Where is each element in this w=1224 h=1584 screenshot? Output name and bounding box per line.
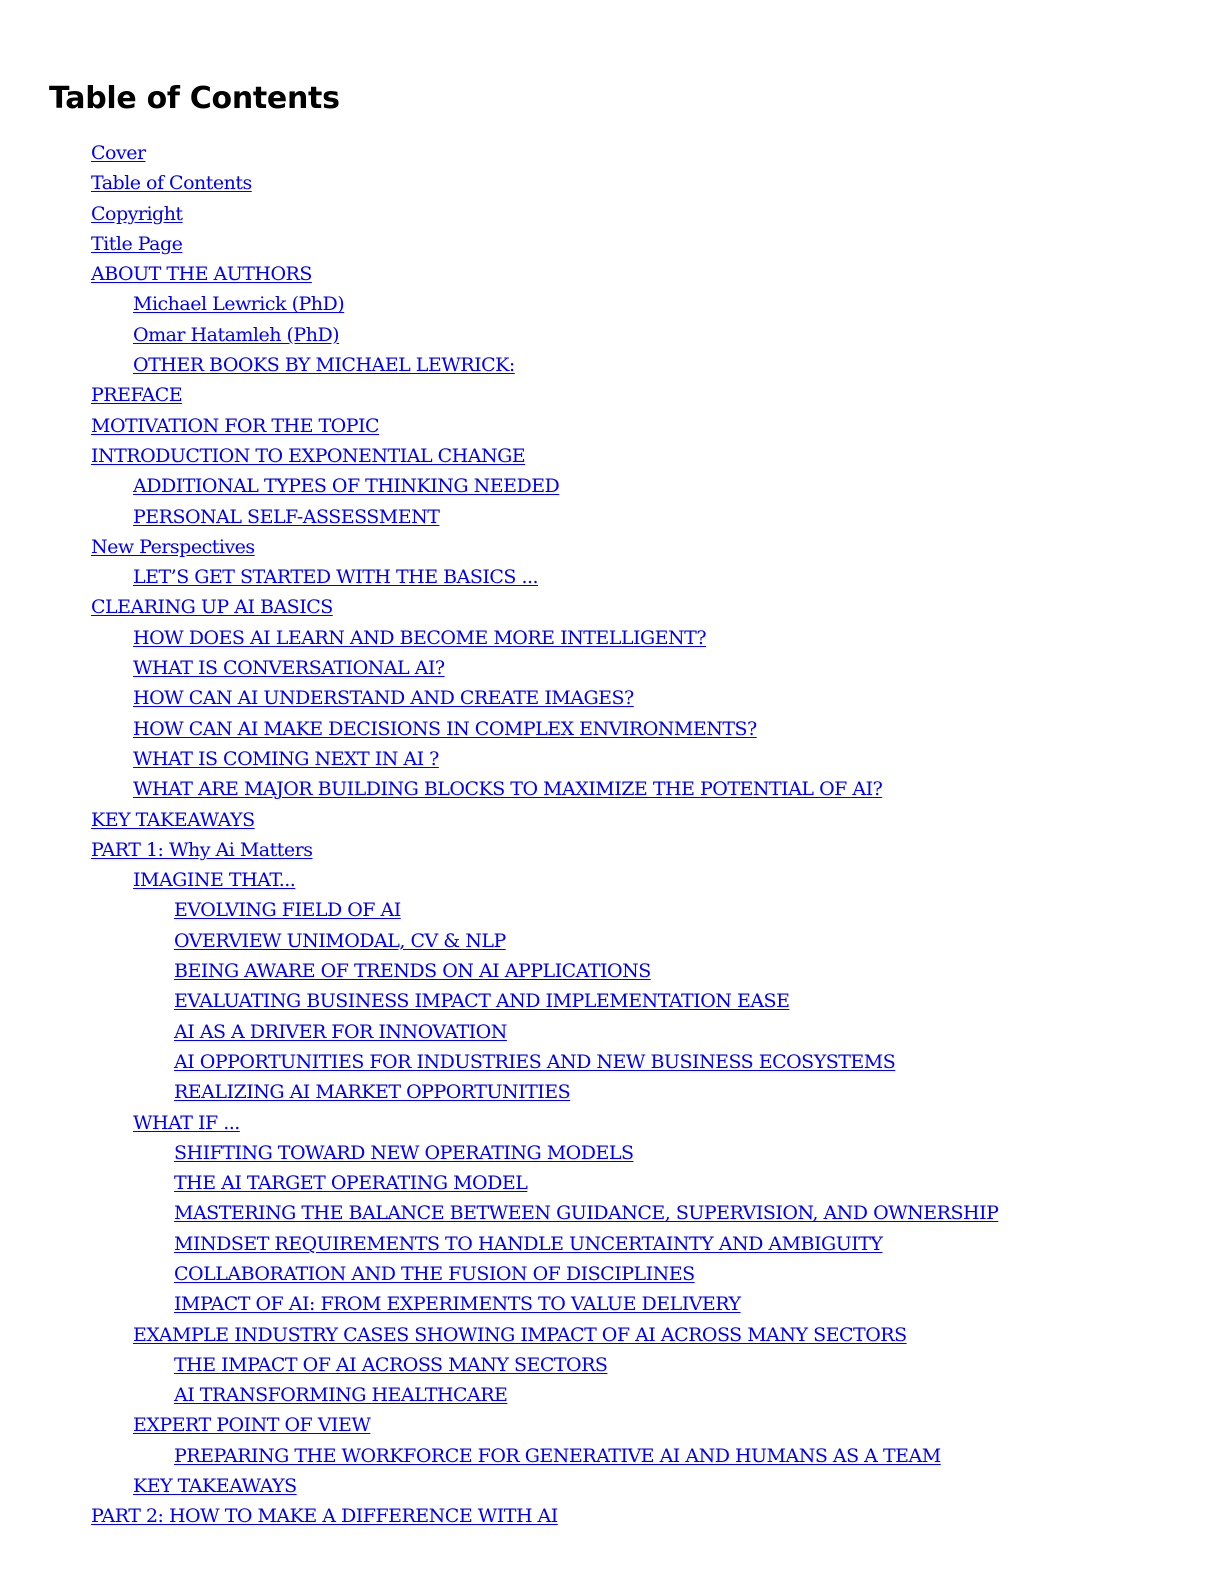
toc-link[interactable]: MASTERING THE BALANCE BETWEEN GUIDANCE, SUPERVISION, AND OWNERSHIP [174,1202,999,1225]
toc-link[interactable]: AI AS A DRIVER FOR INNOVATION [174,1020,507,1043]
toc-link[interactable]: THE IMPACT OF AI ACROSS MANY SECTORS [174,1353,608,1376]
toc-link[interactable]: Cover [91,142,146,164]
toc-link[interactable]: IMAGINE THAT... [133,869,296,892]
toc-link[interactable]: Title Page [91,232,183,255]
toc-entry [0,1017,1224,1047]
toc-entry [0,714,1224,744]
toc-link[interactable]: AI TRANSFORMING HEALTHCARE [174,1384,508,1407]
toc-entry [0,1441,1224,1471]
toc-link[interactable]: IMPACT OF AI: FROM EXPERIMENTS TO VALUE DELIVERY [174,1293,741,1316]
toc-entry [0,592,1224,622]
toc-link[interactable]: INTRODUCTION TO EXPONENTIAL CHANGE [91,444,526,467]
toc-entry [0,411,1224,441]
toc-link[interactable]: Table of Contents [91,172,252,195]
toc-link[interactable]: LET’S GET STARTED WITH THE BASICS ... [133,566,539,589]
toc-link[interactable]: WHAT IF ... [133,1111,240,1134]
toc-entry [0,1501,1224,1531]
toc-entry [0,895,1224,925]
toc-link[interactable]: BEING AWARE OF TRENDS ON AI APPLICATIONS [174,960,651,983]
toc-entry [0,1047,1224,1077]
toc-entry [0,350,1224,380]
toc-link[interactable]: ABOUT THE AUTHORS [91,263,312,286]
toc-link[interactable]: OTHER BOOKS BY MICHAEL LEWRICK: [133,354,515,377]
toc-link[interactable]: MOTIVATION FOR THE TOPIC [91,414,380,437]
toc-link[interactable]: REALIZING AI MARKET OPPORTUNITIES [174,1081,571,1104]
toc-link[interactable]: PREFACE [91,384,183,407]
toc-link[interactable]: Omar Hatamleh (PhD) [133,323,340,346]
toc-link[interactable]: WHAT IS COMING NEXT IN AI ? [133,747,439,770]
toc-entry [0,744,1224,774]
toc-entry [0,229,1224,259]
page-title: Table of Contents [49,81,340,116]
toc-link[interactable]: KEY TAKEAWAYS [133,1475,297,1498]
toc-entry [0,865,1224,895]
toc-link[interactable]: PART 2: HOW TO MAKE A DIFFERENCE WITH AI [91,1505,558,1528]
toc-entry [0,289,1224,319]
toc-entry [0,1077,1224,1107]
toc-entry [0,1289,1224,1319]
toc-entry [0,1229,1224,1259]
toc-entry [0,320,1224,350]
toc-entry [0,1320,1224,1350]
toc-entry [0,683,1224,713]
toc-link[interactable]: KEY TAKEAWAYS [91,808,255,831]
toc-link[interactable]: EXAMPLE INDUSTRY CASES SHOWING IMPACT OF AI ACROSS MANY SECTORS [133,1323,907,1346]
toc-entry [0,138,1224,168]
toc-link[interactable]: EVOLVING FIELD OF AI [174,899,401,922]
toc-entry [0,623,1224,653]
toc-entry [0,1198,1224,1228]
toc-entry [0,1108,1224,1138]
toc-entry [0,1259,1224,1289]
toc-entry [0,168,1224,198]
toc-link[interactable]: Copyright [91,202,183,225]
toc-entry [0,926,1224,956]
toc-link[interactable]: New Perspectives [91,535,255,558]
toc-link[interactable]: SHIFTING TOWARD NEW OPERATING MODELS [174,1141,634,1164]
toc-entry [0,562,1224,592]
toc-link[interactable]: OVERVIEW UNIMODAL, CV & NLP [174,929,506,952]
toc-entry [0,774,1224,804]
toc-entry [0,986,1224,1016]
toc-link[interactable]: COLLABORATION AND THE FUSION OF DISCIPLINES [174,1262,695,1285]
toc-entry [0,502,1224,532]
toc-link[interactable]: PREPARING THE WORKFORCE FOR GENERATIVE AI AND HUMANS AS A TEAM [174,1444,941,1467]
toc-entry [0,653,1224,683]
toc-entry [0,380,1224,410]
toc-entry [0,259,1224,289]
toc-link[interactable]: THE AI TARGET OPERATING MODEL [174,1172,528,1195]
toc-link[interactable]: Michael Lewrick (PhD) [133,293,345,316]
toc-entry [0,199,1224,229]
toc-link[interactable]: PERSONAL SELF-ASSESSMENT [133,505,440,528]
toc-link[interactable]: HOW CAN AI MAKE DECISIONS IN COMPLEX ENVIRONMENTS? [133,717,757,740]
toc-list [0,138,1224,1532]
toc-entry [0,532,1224,562]
toc-entry [0,1410,1224,1440]
toc-link[interactable]: HOW DOES AI LEARN AND BECOME MORE INTELLIGENT? [133,626,707,649]
toc-link[interactable]: CLEARING UP AI BASICS [91,596,333,619]
toc-link[interactable]: ADDITIONAL TYPES OF THINKING NEEDED [133,475,560,498]
toc-entry [0,835,1224,865]
toc-entry [0,1350,1224,1380]
toc-entry [0,1168,1224,1198]
toc-link[interactable]: PART 1: Why Ai Matters [91,838,313,861]
toc-entry [0,441,1224,471]
toc-entry [0,1471,1224,1501]
toc-entry [0,1380,1224,1410]
toc-entry [0,956,1224,986]
toc-link[interactable]: AI OPPORTUNITIES FOR INDUSTRIES AND NEW BUSINESS ECOSYSTEMS [174,1050,896,1073]
toc-link[interactable]: WHAT ARE MAJOR BUILDING BLOCKS TO MAXIMIZE THE POTENTIAL OF AI? [133,778,883,801]
toc-entry [0,471,1224,501]
toc-link[interactable]: EVALUATING BUSINESS IMPACT AND IMPLEMENTATION EASE [174,990,790,1013]
toc-link[interactable]: EXPERT POINT OF VIEW [133,1414,371,1437]
toc-link[interactable]: WHAT IS CONVERSATIONAL AI? [133,657,445,680]
toc-link[interactable]: MINDSET REQUIREMENTS TO HANDLE UNCERTAINTY AND AMBIGUITY [174,1232,883,1255]
toc-link[interactable]: HOW CAN AI UNDERSTAND AND CREATE IMAGES? [133,687,634,710]
toc-entry [0,805,1224,835]
toc-entry [0,1138,1224,1168]
